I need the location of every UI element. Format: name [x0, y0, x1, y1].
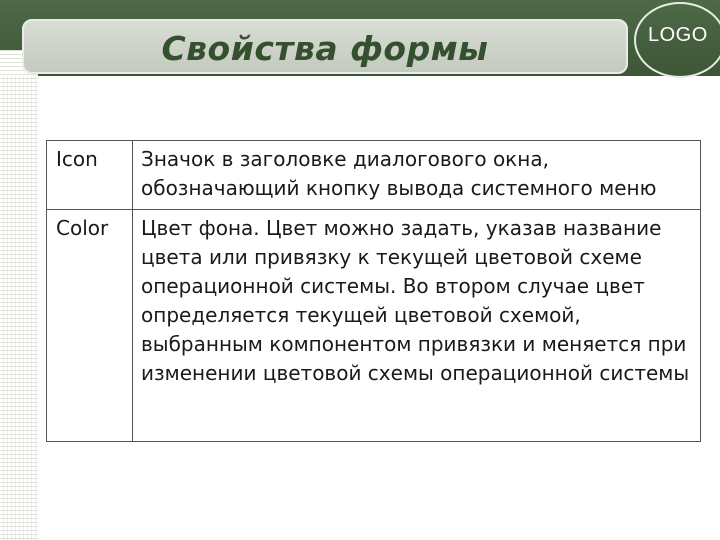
property-name: Color	[47, 210, 133, 442]
table-row	[47, 210, 701, 442]
table-row	[47, 141, 701, 210]
left-decorative-grid	[0, 76, 38, 540]
property-description: Цвет фона. Цвет можно задать, указав название цвета или привязку к текущей цветовой схеме операционной системы. Во втором случае цвет определяется текущей цветовой схемой, выбранным компонентом привязки и меняется при изменении цветовой схемы операционной системы	[133, 210, 701, 442]
logo-text: LOGO	[648, 24, 708, 46]
slide-title: Свойства формы	[161, 29, 489, 68]
property-name: Icon	[47, 141, 133, 210]
property-description: Значок в заголовке диалогового окна, обозначающий кнопку вывода системного меню	[133, 141, 701, 210]
properties-table	[46, 140, 701, 442]
